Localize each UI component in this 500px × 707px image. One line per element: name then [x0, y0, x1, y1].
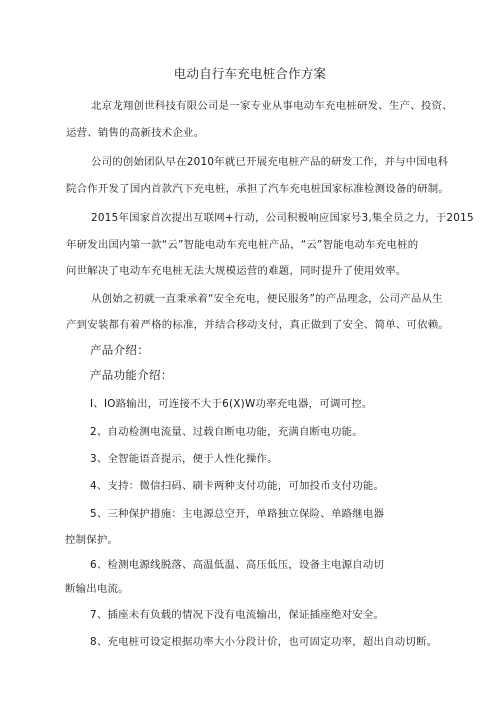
feature-line: 4、支持：微信扫码、刷卡两种支付功能，可加投币支付功能。: [90, 480, 385, 492]
feature-line: 2、自动检测电流量、过载自断电功能，充满自断电功能。: [90, 426, 363, 438]
intro-line: 北京龙翔创世科技有限公司是一家专业从事电动车充电桩研发、生产、投资、: [91, 100, 453, 112]
feature-line: 5、三种保护措施：主电源总空开，单路独立保险、单路继电器: [90, 508, 385, 520]
feature-line: 6、检测电源线脱落、高温低温、高压低压，设备主电源自动切: [90, 559, 385, 571]
intro-line: 2015年国家首次提出互联网+行动，公司积极响应国家号3,集全员之力，于2015: [91, 212, 474, 224]
intro-line: 产到安装都有着严格的标准，并结合移动支付，真正做到了安全、简单、可依赖。: [66, 319, 450, 331]
intro-line: 问世解决了电动车充电桩无法大规模运营的难题，同时提升了使用效率。: [66, 265, 407, 277]
intro-line: 运营、销售的高新技术企业。: [66, 127, 205, 139]
feature-line: 7、插座未有负载的情况下没有电流输出，保证插座绝对安全。: [90, 609, 385, 621]
feature-line: 8、充电桩可设定根据功率大小分段计价，也可固定功率，超出自动切断。: [90, 636, 438, 648]
feature-line: 断输出电流。: [65, 583, 129, 595]
intro-line: 从创始之初就一直秉承着“安全充电，便民服务”的产品理念，公司产品从生: [91, 293, 443, 305]
section-heading-product: 产品介绍：: [90, 343, 149, 357]
intro-line: 院合作开发了国内首款汽下充电桩，承担了汽车充电桩国家标准检测设备的研制。: [66, 183, 450, 195]
feature-line: 3、全智能语音提示，便于人性化操作。: [90, 453, 278, 465]
feature-line: I、IO路输出，可连接不大于6(X)W功率充电器，可调可控。: [90, 398, 373, 410]
feature-line: 控制保护。: [65, 534, 119, 546]
intro-line: 公司的创始团队早在2010年就已开展充电桩产品的研发工作，并与中国电科: [91, 156, 449, 168]
section-heading-features: 产品功能介绍：: [90, 368, 173, 382]
document-title: 电动自行车充电桩合作方案: [173, 66, 327, 81]
intro-line: 年研发出国内第一款“云”智能电动车充电桩产品，“云”智能电动车充电桩的: [66, 239, 419, 251]
